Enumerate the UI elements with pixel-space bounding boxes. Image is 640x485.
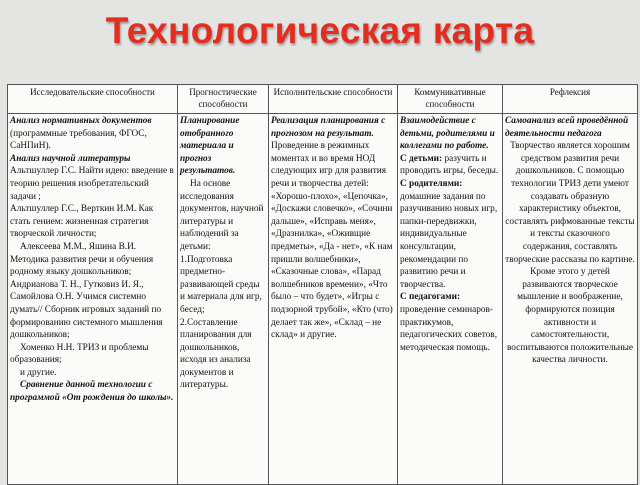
cell-text: 1.Подготовка предметно-развивающей среды и материала для игр, бесед; — [180, 254, 262, 315]
cell-prognostic — [178, 114, 269, 485]
cell-text: Андрианова Т. Н., Гутковиз И. Я., Самойлова О.Н. Учимся системно думать// Сборник игровых заданий по формированию системного мышления дошкольников; — [10, 279, 163, 341]
cell-label: С педагогами: — [400, 292, 461, 303]
cell-text: 2.Составление планирования для дошкольников, исходя из анализа документов и литературы. — [180, 317, 252, 391]
cell-text: На основе исследования документов, научной литературы и наблюдений за детьми: — [180, 178, 264, 252]
cell-executive — [269, 114, 398, 485]
cell-text: и другие. — [20, 367, 57, 378]
cell-label: С родителями: — [400, 178, 463, 189]
cell-text: разучить и проводить игры, беседы. — [400, 153, 499, 177]
cell-reflection — [503, 114, 638, 485]
cell-label: С детьми: — [400, 153, 443, 164]
page-title: Технологическая карта — [105, 10, 535, 51]
cell-text: (программные требования, ФГОС, СаНПиН). — [10, 128, 147, 152]
header-executive: Исполнительские способности — [269, 85, 398, 114]
table-header-row — [8, 85, 638, 114]
header-reflection: Рефлексия — [503, 85, 638, 114]
cell-text: проведение семинаров-практикумов, педагогических советов, методическая помощь. — [400, 304, 498, 353]
table-row — [8, 114, 638, 485]
cell-text: Взаимодействие с детьми, родителями и коллегами по работе. — [400, 116, 495, 152]
cell-text: Хоменко Н.Н. ТРИЗ и проблемы образования; — [10, 342, 149, 366]
cell-text: Сравнение данной технологии с программой «От рождения до школы». — [10, 380, 174, 404]
cell-communicative — [398, 114, 503, 485]
cell-text: Проведение в режимных моментах и во время НОД следующих игр для развития речи и творчества детей: — [271, 141, 387, 189]
cell-text: «Хорошо-плохо», «Цепочка», «Доскажи словечко», «Сочини дальше», «Исправь меня», «Дразнилка», «Оживщие предметы», «Да - нет», «К нам пришли волшебники», «Сказочные слова», «Парад волшебников времени», «Что было – что будет», «Игры с подзорной трубой», «Кто (что) делает так же», «Склад – не склад» и другие. — [271, 191, 393, 341]
technology-map-table — [7, 84, 638, 485]
header-prognostic: Прогностические способности — [178, 85, 269, 114]
header-research: Исследовательские способности — [8, 85, 178, 114]
cell-text: Альтшуллер Г.С., Верткин И.М. Как стать гением: жизненная стратегия творческой личности; — [10, 204, 154, 240]
cell-text: Анализ нормативных документов — [10, 116, 152, 126]
header-communicative: Коммуникативные способности — [398, 85, 503, 114]
cell-text: Самоанализ всей проведённой деятельности педагога — [505, 116, 629, 139]
cell-text: Реализация планирования с прогнозом на результат. — [271, 116, 386, 139]
cell-text: Творчество является хорошим средством развития речи дошкольников. С помощью технологии ТРИЗ дети умеют создавать образную характеристику объектов, составлять рифмованные тексты и тексты сказочного содержания, составлять творческие рассказы по картине. Кроме этого у детей развиваются творческое мышление и воображение, формируются позиция активности и самостоятельности, воспитываются положительные качества личности. — [505, 141, 635, 366]
cell-research — [8, 114, 178, 485]
cell-text: Планирование отобранного материала и прогноз результатов. — [180, 116, 240, 177]
cell-text: домашние задания по разучиванию новых игр, папки-передвижки, индивидуальные консультации, рекомендации по развитию речи и творчества. — [400, 191, 498, 290]
cell-text: Анализ научной литературы — [10, 153, 131, 164]
cell-text: Алексеева М.М., Яшина В.И. Методика развития речи и обучения родному языку дошкольников; — [10, 241, 154, 278]
cell-text: Альтшуллер Г.С. Найти идею: введение в теорию решения изобретательский задачи ; — [10, 166, 174, 202]
